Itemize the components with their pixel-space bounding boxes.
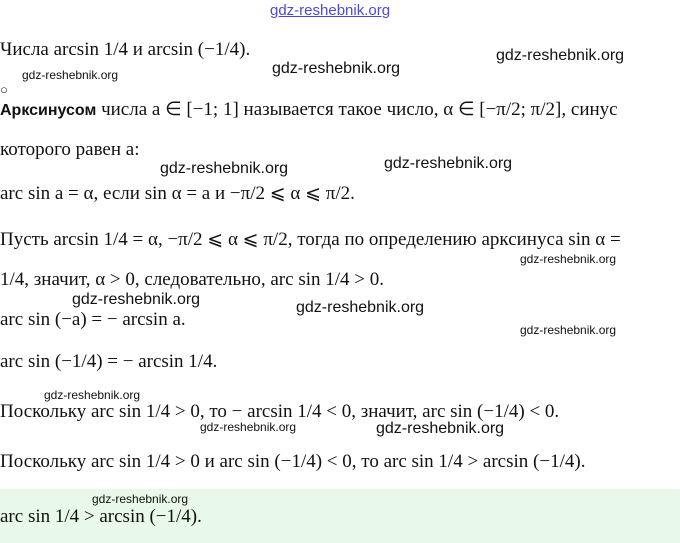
solution-line-1 (0, 230, 621, 251)
definition-term: Арксинусом (0, 102, 97, 119)
watermark-small: gdz-reshebnik.org (200, 420, 297, 434)
definition-line-2 (0, 140, 140, 161)
watermark-small: gdz-reshebnik.org (44, 388, 141, 402)
answer-line (0, 507, 202, 528)
solution-line-2 (0, 270, 384, 291)
formula-text: arc sin a = α, если sin α = a и −π/2 ⩽ α ⩽ π/2. (0, 183, 355, 204)
watermark-big: gdz-reshebnik.org (296, 299, 425, 316)
watermark-big: gdz-reshebnik.org (496, 47, 625, 64)
solution-text-4: Поскольку arc sin 1/4 > 0 и arc sin (−1/4) < 0, то arc sin 1/4 > arcsin (−1/4). (0, 451, 586, 472)
watermark-big: gdz-reshebnik.org (376, 420, 505, 437)
watermark-big: gdz-reshebnik.org (272, 60, 401, 77)
solution-text-2: 1/4, значит, α > 0, следовательно, arc sin 1/4 > 0. (0, 269, 384, 290)
solution-text-3: Поскольку arc sin 1/4 > 0, то − arcsin 1/4 < 0, значит, arc sin (−1/4) < 0. (0, 401, 560, 422)
watermark-small: gdz-reshebnik.org (520, 252, 617, 266)
problem-statement (0, 40, 250, 61)
odd-property-text: arc sin (−a) = − arcsin a. (0, 309, 186, 330)
solution-text-1: Пусть arcsin 1/4 = α, −π/2 ⩽ α ⩽ π/2, тогда по определению арксинуса sin α = (0, 229, 621, 250)
watermark-link[interactable]: gdz-reshebnik.org (270, 2, 391, 19)
odd-property-applied (0, 352, 217, 373)
odd-property-applied-text: arc sin (−1/4) = − arcsin 1/4. (0, 351, 218, 372)
watermark-big: gdz-reshebnik.org (72, 291, 201, 308)
watermark-small: gdz-reshebnik.org (520, 323, 617, 337)
watermark-big: gdz-reshebnik.org (160, 160, 289, 177)
definition-text: числа a ∈ [−1; 1] называется такое число, α ∈ [−π/2; π/2], синус (96, 99, 618, 120)
definition-text-2: которого равен a: (0, 139, 140, 160)
formula-definition (0, 184, 355, 205)
answer-text: arc sin 1/4 > arcsin (−1/4). (0, 506, 202, 527)
solution-line-4 (0, 452, 585, 473)
watermark-big: gdz-reshebnik.org (384, 155, 513, 172)
definition-line (0, 100, 618, 121)
problem-text: Числа arcsin 1/4 и arcsin (−1/4). (0, 39, 251, 60)
bullet-marker: ○ (0, 82, 8, 97)
watermark-small: gdz-reshebnik.org (92, 492, 189, 506)
watermark-small: gdz-reshebnik.org (22, 68, 119, 82)
odd-property (0, 310, 186, 331)
